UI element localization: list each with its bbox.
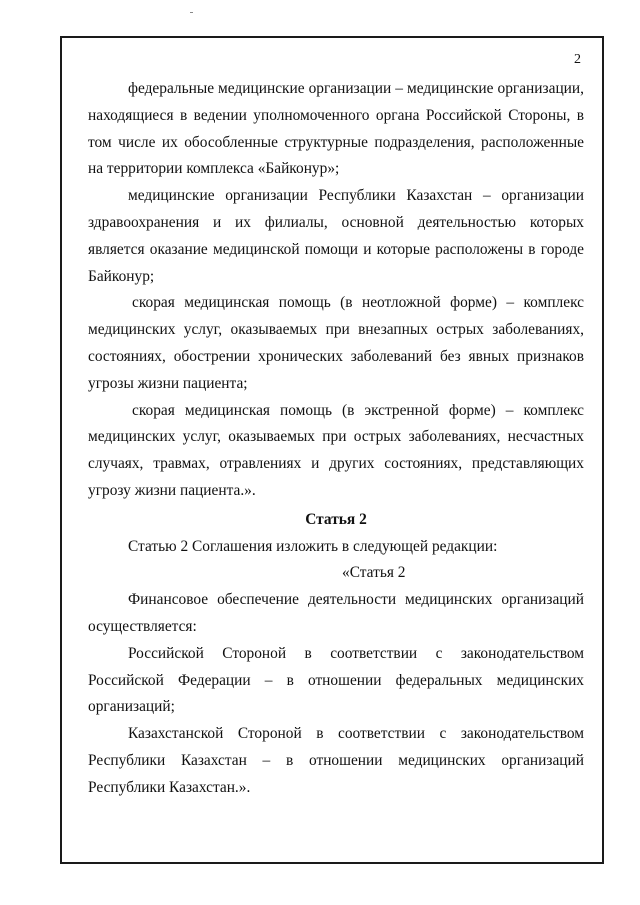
article-paragraph: Казахстанской Стороной в соответствии с законодательством Республики Казахстан – в отношении медицинских организаций Республики Казахстан.».	[88, 725, 584, 796]
article-heading: Статья 2	[305, 510, 367, 528]
quoted-article-heading: «Статья 2	[342, 564, 406, 582]
definition-paragraph: федеральные медицинские организации – медицинские организации, находящиеся в ведении уполномоченного органа Российской Стороны, в том числе их обособленные структурные подразделения, расположенные на территории комплекса «Байконур»;	[88, 80, 584, 178]
scan-speck	[190, 12, 193, 13]
definition-paragraph: медицинские организации Республики Казахстан – организации здравоохранения и их филиалы, основной деятельностью которых является оказание медицинской помощи и которые расположены в городе Байконур;	[88, 187, 584, 285]
definition-paragraph: скорая медицинская помощь (в неотложной форме) – комплекс медицинских услуг, оказываемых при внезапных острых заболеваниях, состояниях, обострении хронических заболеваний без явных признаков угрозы жизни пациента;	[88, 294, 584, 392]
article-paragraph: Финансовое обеспечение деятельности медицинских организаций осуществляется:	[88, 591, 584, 635]
page-number: 2	[574, 52, 581, 67]
article-paragraph: Российской Стороной в соответствии с законодательством Российской Федерации – в отношении федеральных медицинских организаций;	[88, 644, 584, 716]
instruction-paragraph: Статью 2 Соглашения изложить в следующей редакции:	[128, 537, 498, 555]
document-body	[88, 76, 584, 802]
definition-paragraph: скорая медицинская помощь (в экстренной форме) – комплекс медицинских услуг, оказываемых при острых заболеваниях, несчастных случаях, травмах, отравлениях и других состояниях, представляющих угрозу жизни пациента.».	[88, 401, 584, 499]
